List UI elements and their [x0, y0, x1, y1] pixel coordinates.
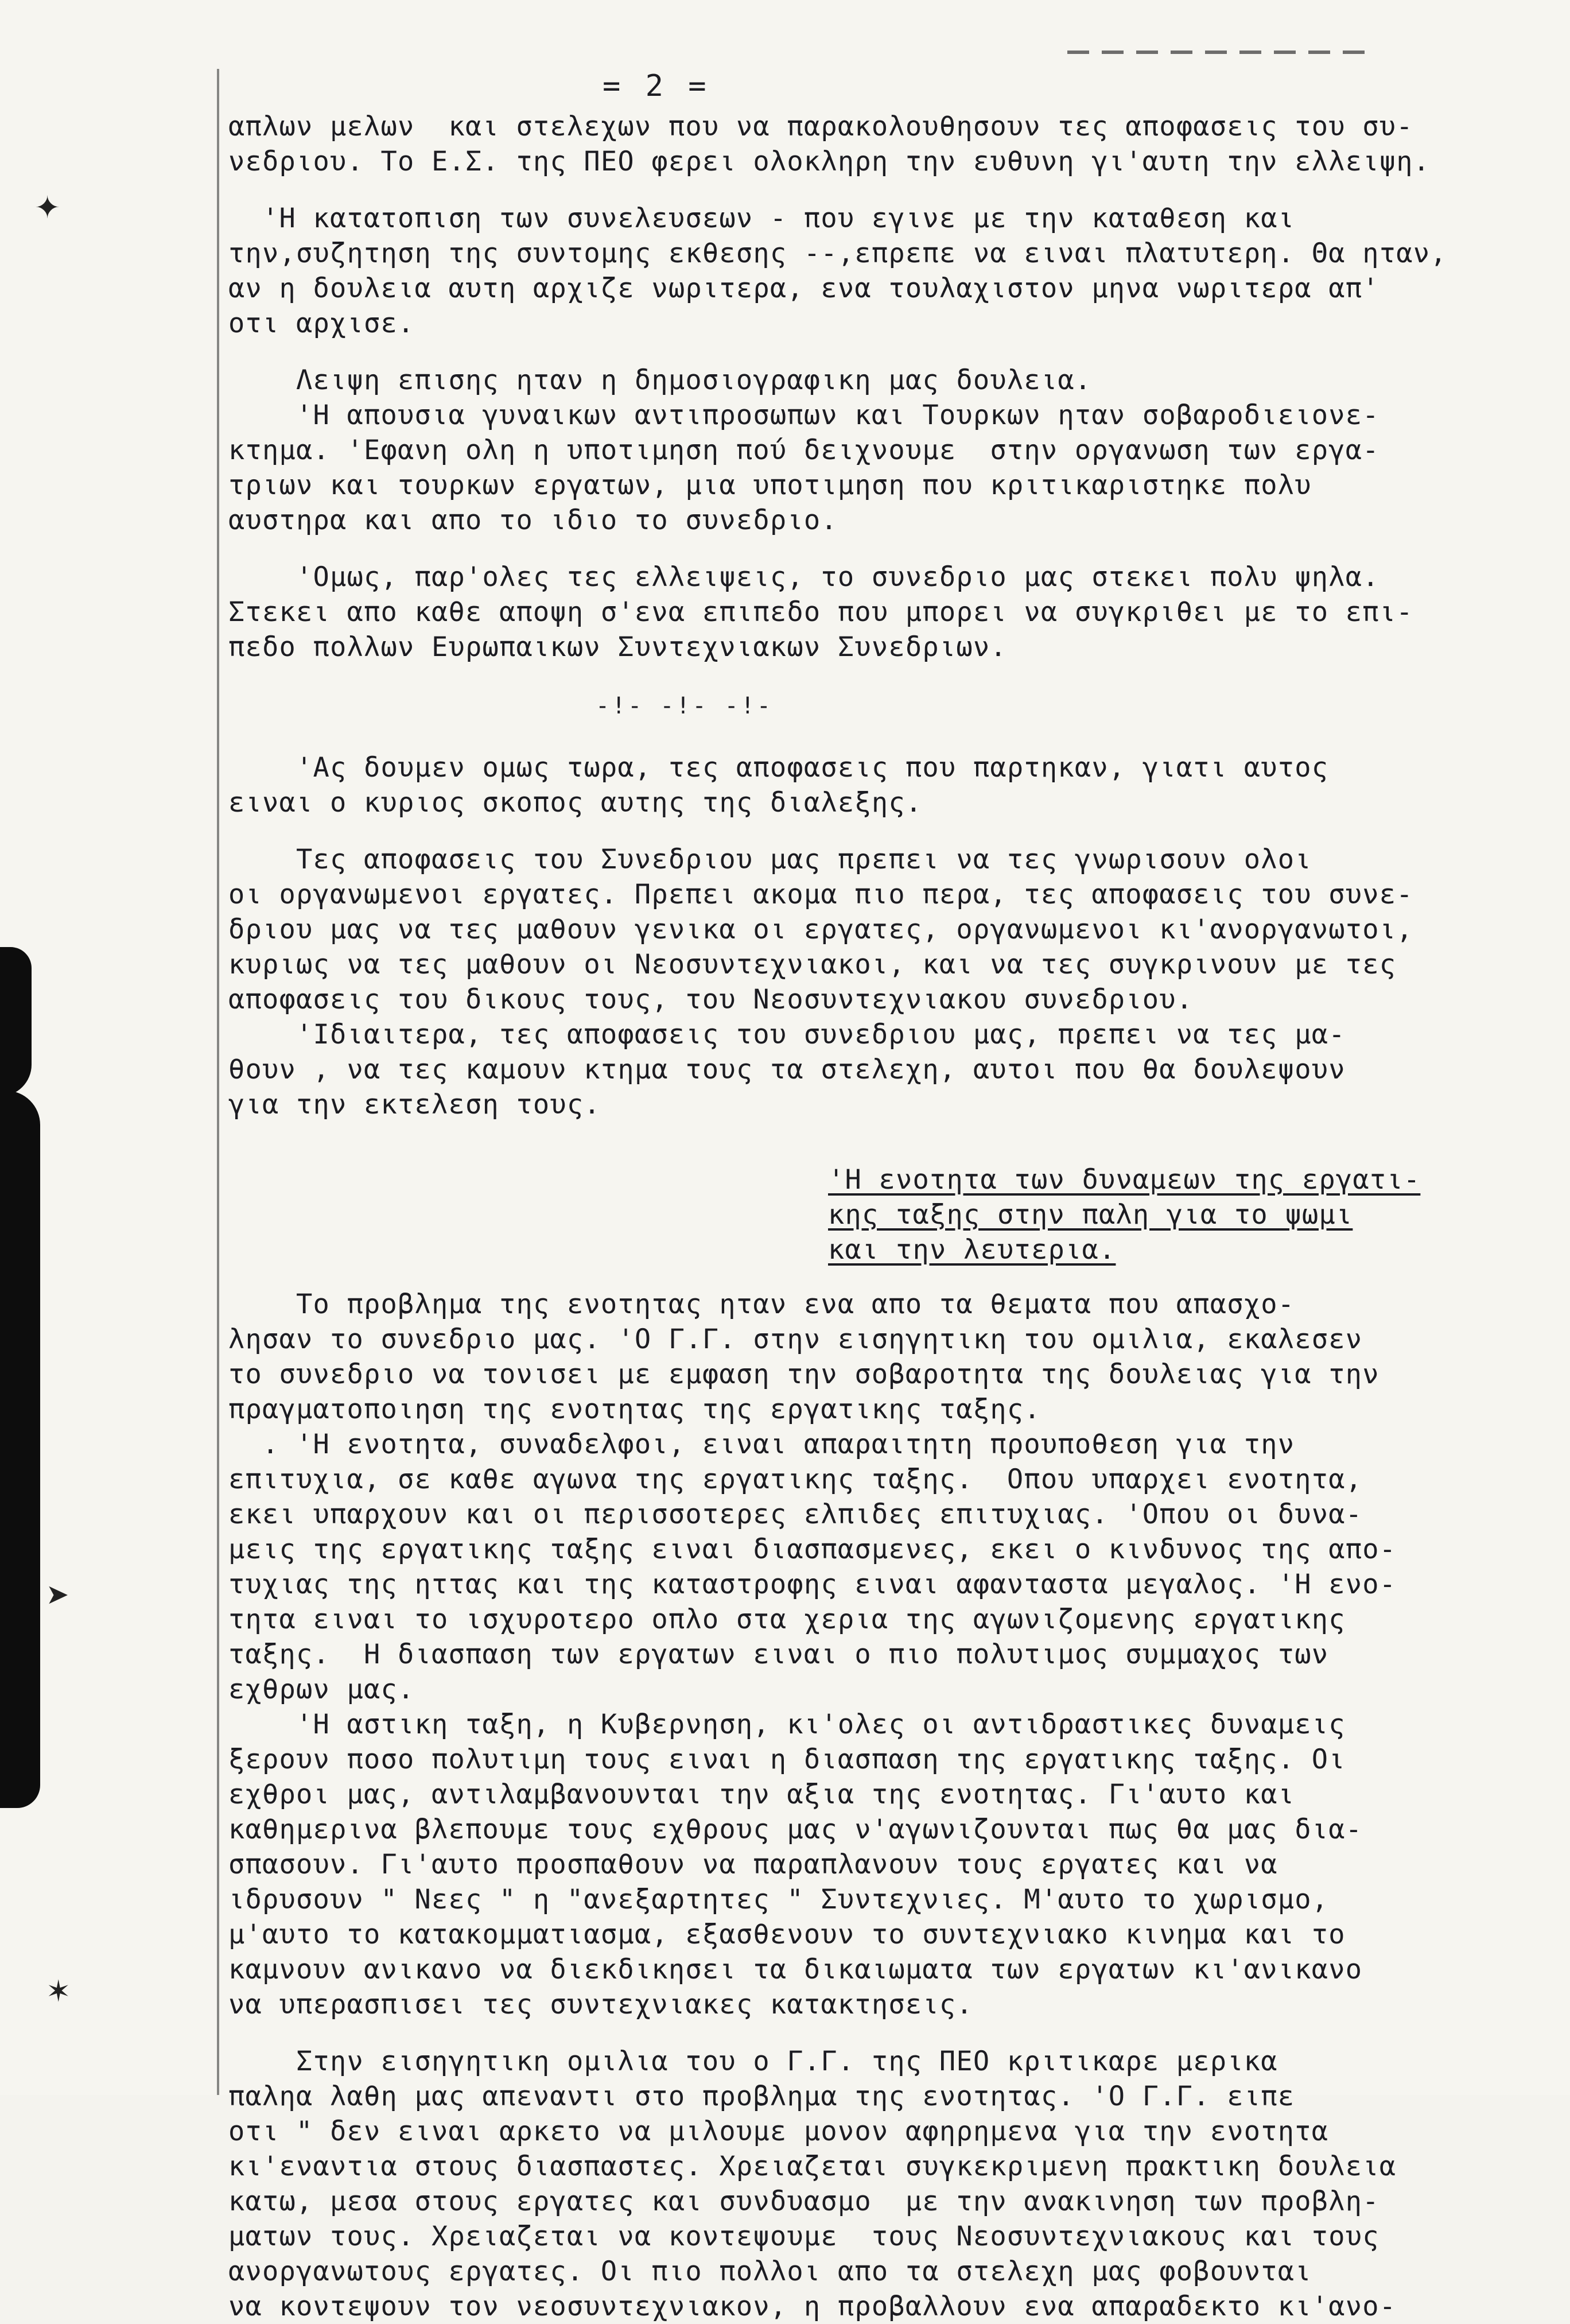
margin-rule: [217, 69, 219, 2095]
paragraph: Το προβλημα της ενοτητας ηταν ενα απο τα θεματα που απασχο- λησαν το συνεδριο μας. 'Ο Γ.Γ. στην εισηγητικη του ομιλια, εκαλεσεν το συνεδριο να τονισει με εμφαση την σοβαροτητα της δουλειας για την πραγματοποιηση της ενοτητας της εργατικης ταξης. . 'Η ενοτητα, συναδελφοι, ειναι απαραιτητη προυποθεση για την επιτυχια, σε καθε αγωνα της εργατικης ταξης. Οπου υπαρχει ενοτητα, εκει υπαρχουν και οι περισσοτερες ελπιδες επιτυχιας. 'Οπου οι δυνα- μεις της εργατικης ταξης ειναι διασπασμενες, εκει ο κινδυνος της απο- τυχιας της ηττας και της καταστροφης ειναι αφανταστα μεγαλος. 'Η ενο- τητα ειναι το ισχυροτερο οπλο στα χερια της αγωνιζομενης εργατικης ταξης. Η διασπαση των εργατων ειναι ο πιο πολυτιμος συμμαχος των εχθρων μας. 'Η αστικη ταξη, η Κυβερνηση, κι'ολες οι αντιδραστικες δυναμεις ξερουν ποσο πολυτιμη τους ειναι η διασπαση της εργατικης ταξης. Οι εχθροι μας, αντιλαμβανουνται την αξια της ενοτητας. Γι'αυτο και καθημερινα βλεπουμε τους εχθρους μας ν'αγωνιζουνται πως θα μας δια- σπασουν. Γι'αυτο προσπαθουν να παραπλανουν τους εργατες και να ιδρυσουν " Νεες " η "ανεξαρτητες " Συντεχνιες. Μ'αυτο το χωρισμο, μ'αυτο το κατακομματιασμα, εξασθενουν το συντεχνιακο κινημα και το καμνουν ανικανο να διεκδικησει τα δικαιωματα των εργατων κι'ανικανο να υπερασπισει τες συντεχνιακες κατακτησεις.: [228, 1289, 1397, 2020]
paragraph: 'Ας δουμεν ομως τωρα, τες αποφασεις που παρτηκαν, γιατι αυτος ειναι ο κυριος σκοπος αυτης της διαλεξης.: [228, 752, 1329, 818]
paragraph: Στην εισηγητικη ομιλια του ο Γ.Γ. της ΠΕΟ κριτικαρε μερικα παληα λαθη μας απεναντι στο προβλημα της ενοτητας. 'Ο Γ.Γ. ειπε οτι " δεν ειναι αρκετο να μιλουμε μονον αφηρημενα για την ενοτητα κι'εναντια στους διασπαστες. Χρειαζεται συγκεκριμενη πρακτικη δουλεια κατω, μεσα στους εργατες και συνδυασμο με την ανακινηση των προβλη- ματων τους. Χρειαζεται να κοντεψουμε τους Νεοσυντεχνιακους και τους ανοργανωτους εργατες. Οι πιο πολλοι απο τα στελεχη μας φοβουνται να κοντεψουν τον νεοσυντεχνιακον, η προβαλλουν ενα απαραδεκτο κι'ανο-: [228, 2046, 1397, 2322]
paragraph: 'Η κατατοπιση των συνελευσεων - που εγινε με την καταθεση και την,συζητηση της συντομης εκθεσης --,επρεπε να ειναι πλατυτερη. Θα ηταν, αν η δουλεια αυτη αρχιζε νωριτερα, ενα τουλαχιστον μηνα νωριτερα απ' οτι αρχισε.: [228, 203, 1447, 339]
scan-speck: ✦: [34, 189, 61, 226]
scan-mark: [1067, 51, 1377, 54]
paragraph: Τες αποφασεις του Συνεδριου μας πρεπει να τες γνωρισουν ολοι οι οργανωμενοι εργατες. Πρεπει ακομα πιο περα, τες αποφασεις του συνε- δριου μας να τες μαθουν γενικα οι εργατες, οργανωμενοι κι'ανοργανωτοι, κυριως να τες μαθουν οι Νεοσυντεχνιακοι, και να τες συγκρινουν με τες αποφασεις του δικους τους, του Νεοσυντεχνιακου συνεδριου. 'Ιδιαιτερα, τες αποφασεις του συνεδριου μας, πρεπει να τες μα- θουν , να τες καμουν κτημα τους τα στελεχη, αυτοι που θα δουλεψουν για την εκτελεση τους.: [228, 844, 1413, 1120]
document-body: [228, 109, 1462, 2324]
section-separator: -!- -!- -!-: [596, 693, 773, 719]
scan-edge-shadow: [0, 1091, 40, 1808]
page-number: = 2 =: [603, 69, 710, 103]
scan-speck: ✶: [46, 1974, 71, 2009]
section-heading: 'Η ενοτητα των δυναμεων της εργατι- κης ταξης στην παλη για το ψωμι και την λευτερια.: [828, 1164, 1421, 1266]
paragraph: απλων μελων και στελεχων που να παρακολουθησουν τες αποφασεις του συ- νεδριου. Το Ε.Σ. της ΠΕΟ φερει ολοκληρη την ευθυνη γι'αυτη την ελλειψη.: [228, 111, 1431, 177]
scan-speck: ➤: [46, 1578, 69, 1611]
paragraph: Λειψη επισης ηταν η δημοσιογραφικη μας δουλεια. 'Η απουσια γυναικων αντιπροσωπων και Τουρκων ηταν σοβαροδιειονε- κτημα. 'Εφανη ολη η υποτιμηση πού δειχνουμε στην οργανωση των εργα- τριων και τουρκων εργατων, μια υποτιμηση που κριτικαριστηκε πολυ αυστηρα και απο το ιδιο το συνεδριο.: [228, 364, 1379, 536]
paragraph: 'Ομως, παρ'ολες τες ελλειψεις, το συνεδριο μας στεκει πολυ ψηλα. Στεκει απο καθε αποψη σ'ενα επιπεδο που μπορει να συγκριθει με το επι- πεδο πολλων Ευρωπαικων Συντεχνιακων Συνεδριων.: [228, 561, 1413, 663]
scan-edge-shadow: [0, 947, 32, 1096]
